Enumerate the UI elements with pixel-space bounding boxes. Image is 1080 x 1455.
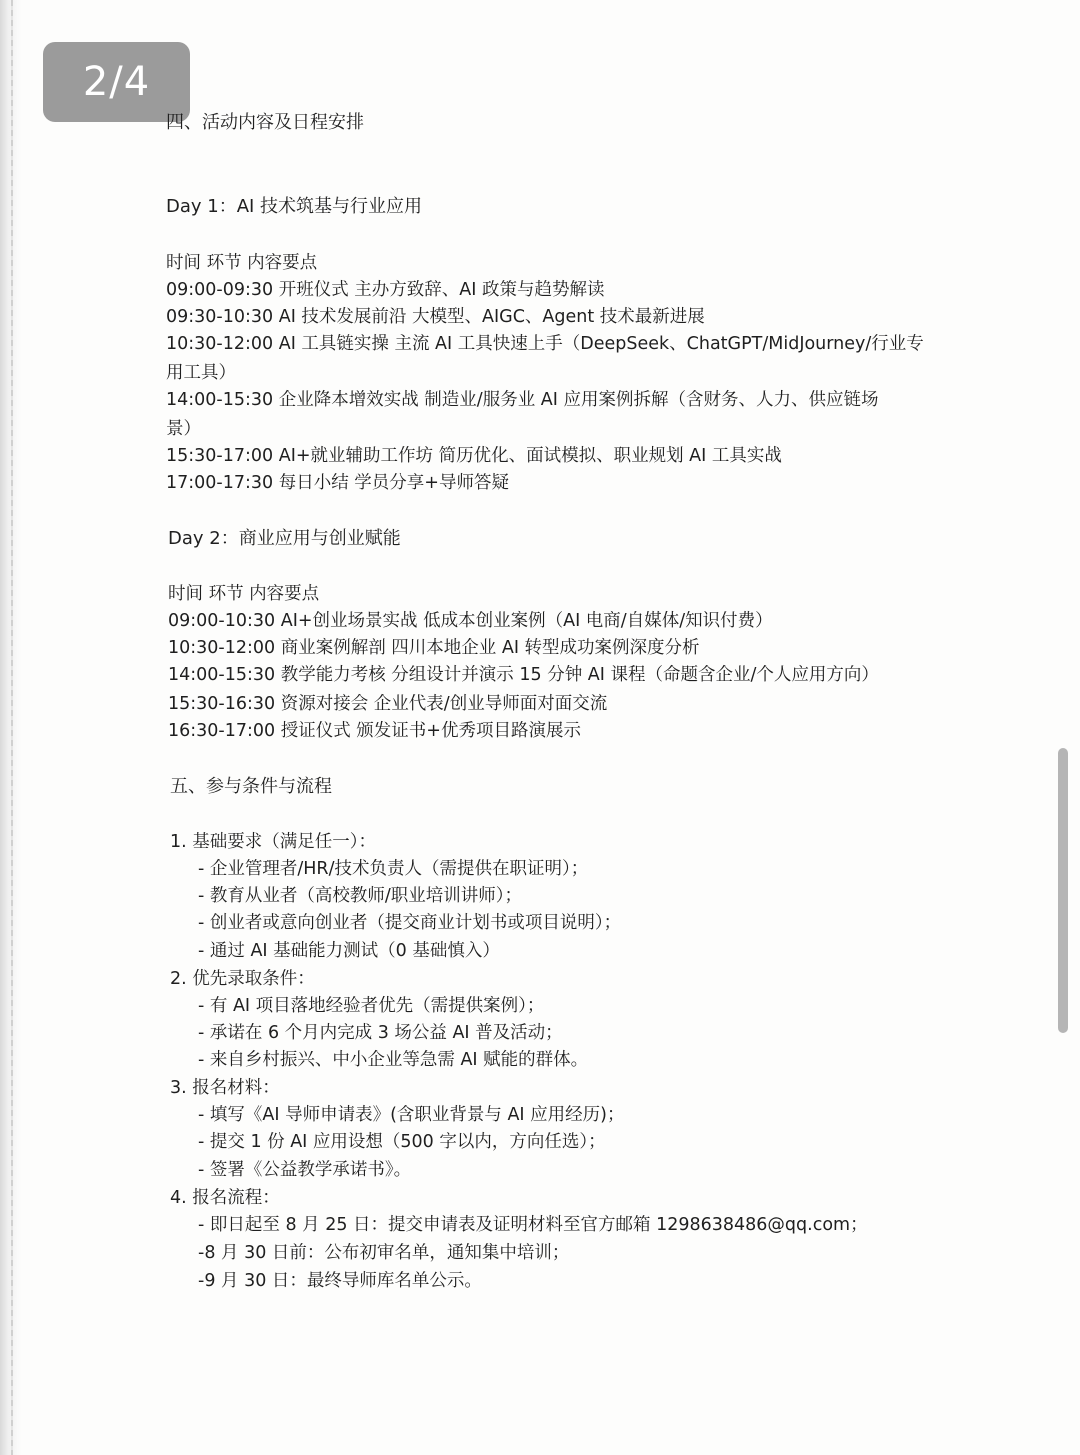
condition-item: - 企业管理者/HR/技术负责人（需提供在职证明）；: [198, 859, 589, 879]
condition-title: 1. 基础要求（满足任一）：: [170, 832, 377, 852]
day1-row-continuation: 用工具）: [166, 363, 236, 383]
scan-edge-line: [11, 0, 13, 1455]
schedule-heading: 四、活动内容及日程安排: [166, 112, 364, 133]
day1-row-continuation: 景）: [166, 419, 201, 439]
condition-title: 2. 优先录取条件：: [170, 969, 315, 989]
condition-item: - 有 AI 项目落地经验者优先（需提供案例）；: [198, 996, 545, 1016]
day1-row: 15:30-17:00 AI+就业辅助工作坊 简历优化、面试模拟、职业规划 AI 工具实战: [166, 446, 782, 466]
page-indicator-badge: 2/4: [43, 42, 190, 122]
day1-table-header: 时间 环节 内容要点: [166, 253, 318, 273]
conditions-heading: 五、参与条件与流程: [170, 776, 332, 797]
day1-row: 10:30-12:00 AI 工具链实操 主流 AI 工具快速上手（DeepSeek、ChatGPT/MidJourney/行业专: [166, 334, 924, 354]
day1-row: 14:00-15:30 企业降本增效实战 制造业/服务业 AI 应用案例拆解（含财务、人力、供应链场: [166, 390, 879, 410]
day1-row: 09:30-10:30 AI 技术发展前沿 大模型、AIGC、Agent 技术最新进展: [166, 307, 705, 327]
scrollbar-thumb[interactable]: [1058, 748, 1068, 1033]
condition-title: 3. 报名材料：: [170, 1078, 280, 1098]
condition-item: - 通过 AI 基础能力测试（0 基础慎入）: [198, 941, 500, 961]
day2-row: 15:30-16:30 资源对接会 企业代表/创业导师面对面交流: [168, 694, 608, 714]
condition-item: -9 月 30 日：最终导师库名单公示。: [198, 1271, 482, 1291]
condition-item: - 填写《AI 导师申请表》(含职业背景与 AI 应用经历)；: [198, 1105, 625, 1125]
condition-title: 4. 报名流程：: [170, 1188, 280, 1208]
day2-row: 09:00-10:30 AI+创业场景实战 低成本创业案例（AI 电商/自媒体/知识付费）: [168, 611, 773, 631]
condition-item: - 即日起至 8 月 25 日：提交申请表及证明材料至官方邮箱 1298638486@qq.com；: [198, 1215, 868, 1235]
day1-row: 09:00-09:30 开班仪式 主办方致辞、AI 政策与趋势解读: [166, 280, 605, 300]
scrollbar-track[interactable]: [1060, 0, 1080, 1455]
condition-item: - 来自乡村振兴、中小企业等急需 AI 赋能的群体。: [198, 1050, 589, 1070]
condition-item: - 创业者或意向创业者（提交商业计划书或项目说明）；: [198, 913, 622, 933]
day2-row: 16:30-17:00 授证仪式 颁发证书+优秀项目路演展示: [168, 721, 581, 741]
condition-item: - 提交 1 份 AI 应用设想（500 字以内，方向任选）；: [198, 1132, 606, 1152]
day2-table-header: 时间 环节 内容要点: [168, 584, 320, 604]
day2-row: 14:00-15:30 教学能力考核 分组设计并演示 15 分钟 AI 课程（命题含企业/个人应用方向）: [168, 665, 879, 685]
day1-title: Day 1：AI 技术筑基与行业应用: [166, 196, 423, 217]
condition-item: - 签署《公益教学承诺书》。: [198, 1160, 412, 1180]
day2-row: 10:30-12:00 商业案例解剖 四川本地企业 AI 转型成功案例深度分析: [168, 638, 700, 658]
condition-item: -8 月 30 日前：公布初审名单，通知集中培训；: [198, 1243, 570, 1263]
condition-item: - 教育从业者（高校教师/职业培训讲师）；: [198, 886, 523, 906]
condition-item: - 承诺在 6 个月内完成 3 场公益 AI 普及活动；: [198, 1023, 563, 1043]
day2-title: Day 2：商业应用与创业赋能: [168, 528, 401, 549]
day1-row: 17:00-17:30 每日小结 学员分享+导师答疑: [166, 473, 509, 493]
